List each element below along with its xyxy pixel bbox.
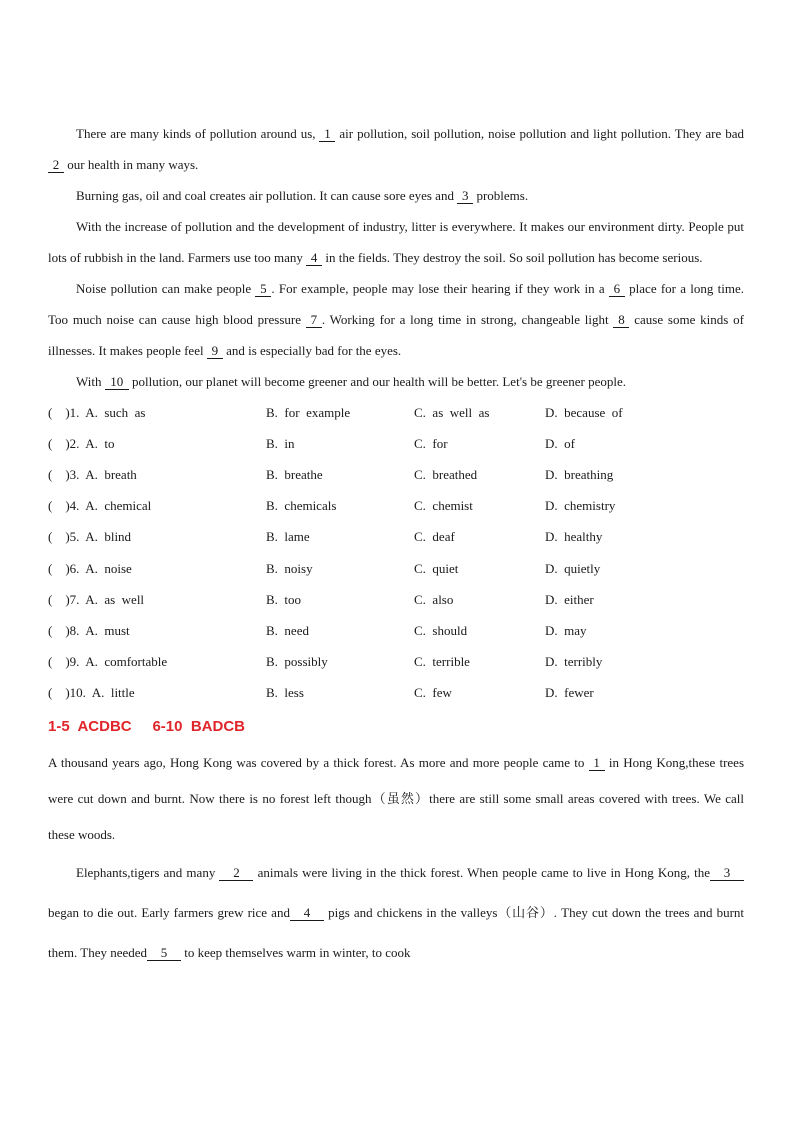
blank-5: 5 <box>147 945 181 961</box>
text: With the increase of pollution and the development of industry, litter is everywhere. It makes our environment dirty. People put lots of rubbish in the land. Farmers use too many <box>48 219 744 265</box>
option-c: C. deaf <box>414 529 455 545</box>
option-d: D. of <box>545 435 575 451</box>
choices-list <box>48 397 744 709</box>
blank-1: 1 <box>589 755 605 771</box>
blank-3: 3 <box>710 865 744 881</box>
question-row-2 <box>48 428 744 459</box>
text: place for a long time. Too much noise can cause high blood pressure <box>48 281 744 327</box>
blank-10: 10 <box>105 374 129 390</box>
question-row-3 <box>48 459 744 490</box>
blank-9: 9 <box>207 343 223 359</box>
option-c: C. few <box>414 685 452 701</box>
option-b: B. less <box>266 685 304 701</box>
option-a: ( )5. A. blind <box>48 529 132 545</box>
option-d: D. quietly <box>545 560 601 576</box>
option-d: D. because of <box>545 404 623 420</box>
option-c: C. terrible <box>414 654 470 670</box>
text: in Hong Kong,these trees were cut down and burnt. Now there is no forest left though（虽然）there are still some small areas covered with trees. We call these woods. <box>48 754 745 842</box>
passage1-paragraph-3 <box>48 211 744 273</box>
blank-4: 4 <box>306 250 322 266</box>
option-b: B. lame <box>266 529 310 545</box>
passage1-paragraph-2 <box>48 180 744 211</box>
answer-key: 1-5 ACDBC 6-10 BADCB <box>48 717 245 735</box>
option-b: B. breathe <box>266 466 323 482</box>
passage2-paragraph-2 <box>48 853 744 973</box>
option-c: C. chemist <box>414 498 473 514</box>
question-row-4 <box>48 491 744 522</box>
blank-2: 2 <box>48 157 64 173</box>
text: . For example, people may lose their hearing if they work in a <box>271 281 609 296</box>
blank-2: 2 <box>219 865 253 881</box>
option-a: ( )4. A. chemical <box>48 498 152 514</box>
question-row-10 <box>48 678 744 709</box>
text: our health in many ways. <box>64 157 199 172</box>
question-row-5 <box>48 522 744 553</box>
question-row-1 <box>48 397 744 428</box>
question-row-8 <box>48 615 744 646</box>
option-d: D. breathing <box>545 466 614 482</box>
option-b: B. possibly <box>266 654 328 670</box>
passage1-paragraph-1 <box>48 118 744 180</box>
text: and is especially bad for the eyes. <box>222 343 402 358</box>
option-d: D. terribly <box>545 654 603 670</box>
text: animals were living in the thick forest. When people came to live in Hong Kong, the <box>253 864 710 880</box>
option-a: ( )9. A. comfortable <box>48 654 168 670</box>
option-b: B. too <box>266 591 302 607</box>
text: There are many kinds of pollution around us, <box>76 126 320 141</box>
text: problems. <box>473 188 529 203</box>
document-page <box>48 118 744 973</box>
text: air pollution, soil pollution, noise pollution and light pollution. They are bad <box>335 126 744 141</box>
text: pigs and chickens in the valleys（山谷）. They cut down the trees and burnt them. They needed <box>48 904 745 960</box>
passage1-paragraph-5 <box>48 366 744 397</box>
passage1-paragraph-4 <box>48 273 744 366</box>
blank-8: 8 <box>613 312 629 328</box>
blank-6: 6 <box>609 281 625 297</box>
text: began to die out. Early farmers grew rice and <box>48 904 290 920</box>
blank-4: 4 <box>290 905 324 921</box>
question-row-9 <box>48 647 744 678</box>
blank-3: 3 <box>457 188 473 204</box>
text: Noise pollution can make people <box>76 281 256 296</box>
question-row-7 <box>48 584 744 615</box>
text: cause some kinds of illnesses. It makes people feel <box>48 312 744 358</box>
option-a: ( )6. A. noise <box>48 560 132 576</box>
option-d: D. chemistry <box>545 498 616 514</box>
option-a: ( )1. A. such as <box>48 404 146 420</box>
option-c: C. also <box>414 591 454 607</box>
option-a: ( )8. A. must <box>48 622 130 638</box>
option-c: C. as well as <box>414 404 490 420</box>
option-c: C. breathed <box>414 466 478 482</box>
question-row-6 <box>48 553 744 584</box>
option-b: B. need <box>266 622 309 638</box>
option-c: C. should <box>414 622 468 638</box>
text: in the fields. They destroy the soil. So soil pollution has become serious. <box>322 250 703 265</box>
text: Burning gas, oil and coal creates air pollution. It can cause sore eyes and <box>76 188 458 203</box>
blank-5: 5 <box>255 281 271 297</box>
text: to keep themselves warm in winter, to cook <box>181 944 411 960</box>
option-c: C. quiet <box>414 560 459 576</box>
option-b: B. for example <box>266 404 351 420</box>
option-d: D. either <box>545 591 594 607</box>
text: With <box>76 374 105 389</box>
text: A thousand years ago, Hong Kong was covered by a thick forest. As more and more people came to <box>48 754 589 770</box>
blank-7: 7 <box>306 312 322 328</box>
option-a: ( )2. A. to <box>48 435 115 451</box>
option-a: ( )10. A. little <box>48 685 135 701</box>
blank-1: 1 <box>319 126 335 142</box>
option-a: ( )3. A. breath <box>48 466 137 482</box>
option-a: ( )7. A. as well <box>48 591 145 607</box>
option-b: B. chemicals <box>266 498 337 514</box>
text: . Working for a long time in strong, changeable light <box>321 312 614 327</box>
option-d: D. may <box>545 622 587 638</box>
option-b: B. in <box>266 435 295 451</box>
option-c: C. for <box>414 435 448 451</box>
text: Elephants,tigers and many <box>76 864 220 880</box>
passage2-paragraph-1 <box>48 745 744 853</box>
option-d: D. healthy <box>545 529 603 545</box>
option-d: D. fewer <box>545 685 594 701</box>
option-b: B. noisy <box>266 560 313 576</box>
text: pollution, our planet will become greener and our health will be better. Let's be greener people. <box>128 374 626 389</box>
